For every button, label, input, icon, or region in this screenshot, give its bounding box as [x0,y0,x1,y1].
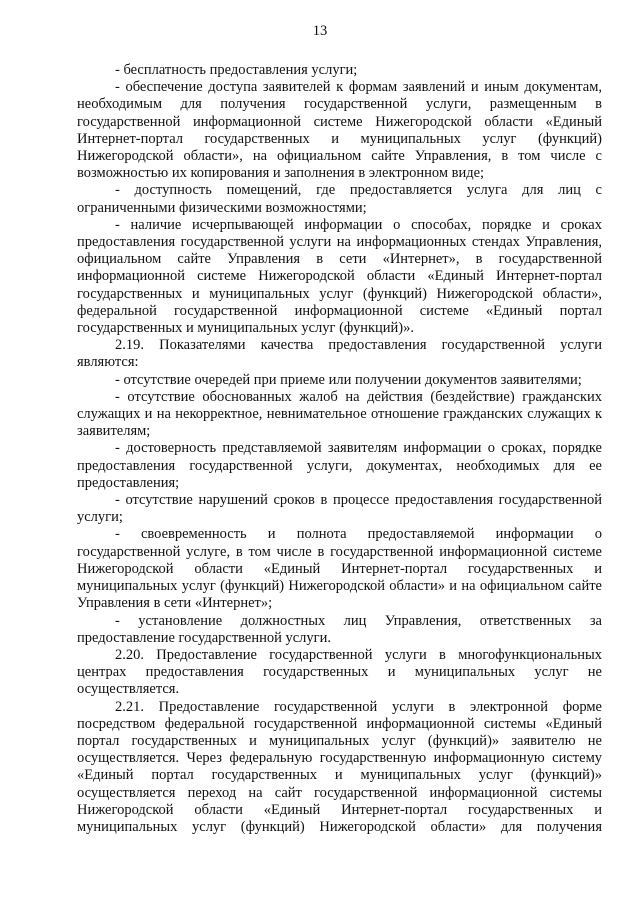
list-item-no-deadline-violations: - отсутствие нарушений сроков в процессе предоставления государственной услуги; [77,492,602,526]
list-item-no-queues: - отсутствие очередей при приеме или получении документов заявителями; [115,371,582,388]
section-2-20-paragraph: 2.20. Предоставление государственной услуги в многофункциональных центрах предоставления государственных и муниципальных услуг не осуществляется. [77,646,602,698]
list-item-responsible-officials: - установление должностных лиц Управления, ответственных за предоставление государственной услуги. [77,612,602,646]
list-item-no-complaints: - отсутствие обоснованных жалоб на действия (бездействие) гражданских служащих и на некорректное, невнимательное отношение гражданских служащих к заявителям; [77,388,602,440]
list-item-exhaustive-information: - наличие исчерпывающей информации о способах, порядке и сроках предоставления государственной услуги на информационных стендах Управления, официальном сайте Управления в сети «Интернет», в государственной информационной системе Нижегородской области «Единый Интернет-портал государственных и муниципальных услуг (функций) Нижегородской области», федеральной государственной информационной системе «Единый портал государственных и муниципальных услуг (функций)». [77,216,602,337]
list-item-access-to-forms: - обеспечение доступа заявителей к формам заявлений и иным документам, необходимым для получения государственной услуги, размещенным в государственной информационной системе Нижегородской области «Единый Интернет-портал государственных и муниципальных услуг (функций) Нижегородской области», на официальном сайте Управления, в том числе с возможностью их копирования и заполнения в электронном виде; [77,79,602,182]
list-item-information-reliability: - достоверность представляемой заявителям информации о сроках, порядке предоставления государственной услуги, документах, необходимых для ее предоставления; [77,440,602,491]
document-body [77,62,602,836]
list-item-free-of-charge: - бесплатность предоставления услуги; [115,62,358,78]
page-number: 13 [312,23,328,39]
section-2-19-paragraph: 2.19. Показателями качества предоставления государственной услуги являются: [77,337,602,371]
list-item-premises-accessibility: - доступность помещений, где предоставляется услуга для лиц с ограниченными физическими возможностями; [77,182,602,216]
section-2-21-paragraph: 2.21. Предоставление государственной услуги в электронной форме посредством федеральной государственной информационной системы «Единый портал государственных и муниципальных услуг (функций)» заявителю не осуществляется. Через федеральную государственную информационную систему «Единый портал государственных и муниципальных услуг (функций)» осуществляется переход на сайт государственной информационной системы Нижегородской области «Единый Интернет-портал государственных и муниципальных услуг (функций) Нижегородской области» для получения [77,698,602,835]
list-item-timely-information: - своевременность и полнота предоставляемой информации о государственной услуге, в том числе в государственной информационной системе Нижегородской области «Единый Интернет-портал государственных и муниципальных услуг (функций) Нижегородской области» и на официальном сайте Управления в сети «Интернет»; [77,526,602,612]
